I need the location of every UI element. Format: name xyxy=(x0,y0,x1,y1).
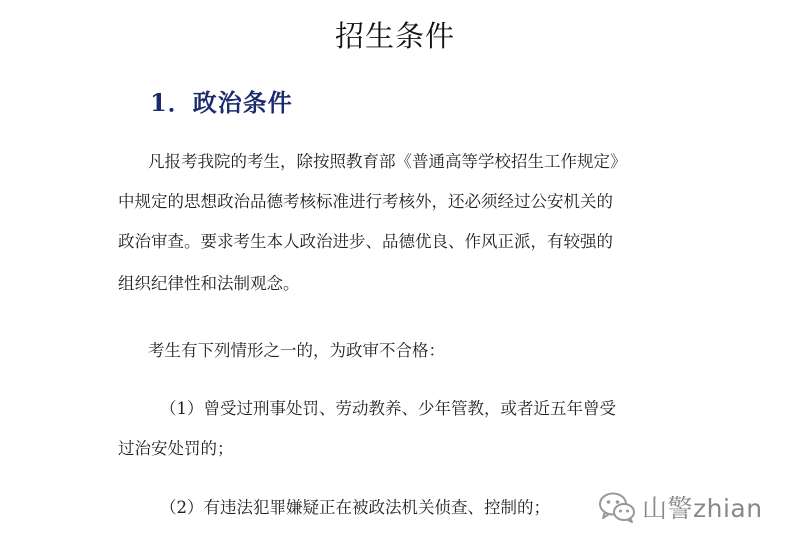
item-1-line-1: （1）曾受过刑事处罚、劳动教养、少年管教，或者近五年曾受 xyxy=(160,399,616,418)
paragraph-1-line-2: 中规定的思想政治品德考核标准进行考核外，还必须经过公安机关的 xyxy=(118,192,613,211)
item-1-line-2: 过治安处罚的； xyxy=(118,439,234,458)
wechat-icon xyxy=(598,490,636,524)
paragraph-1-line-4: 组织纪律性和法制观念。 xyxy=(118,274,300,293)
watermark-text: 山警zhian xyxy=(642,494,763,523)
section-heading: 1．政治条件 xyxy=(150,88,293,117)
watermark xyxy=(598,490,763,524)
item-2: （2）有违法犯罪嫌疑正在被政法机关侦查、控制的； xyxy=(160,498,550,517)
paragraph-1-line-3: 政治审查。要求考生本人政治进步、品德优良、作风正派，有较强的 xyxy=(118,232,613,251)
document-title: 招生条件 xyxy=(334,19,455,53)
paragraph-2: 考生有下列情形之一的，为政审不合格： xyxy=(148,341,445,360)
paragraph-1-line-1: 凡报考我院的考生，除按照教育部《普通高等学校招生工作规定》 xyxy=(148,152,627,171)
